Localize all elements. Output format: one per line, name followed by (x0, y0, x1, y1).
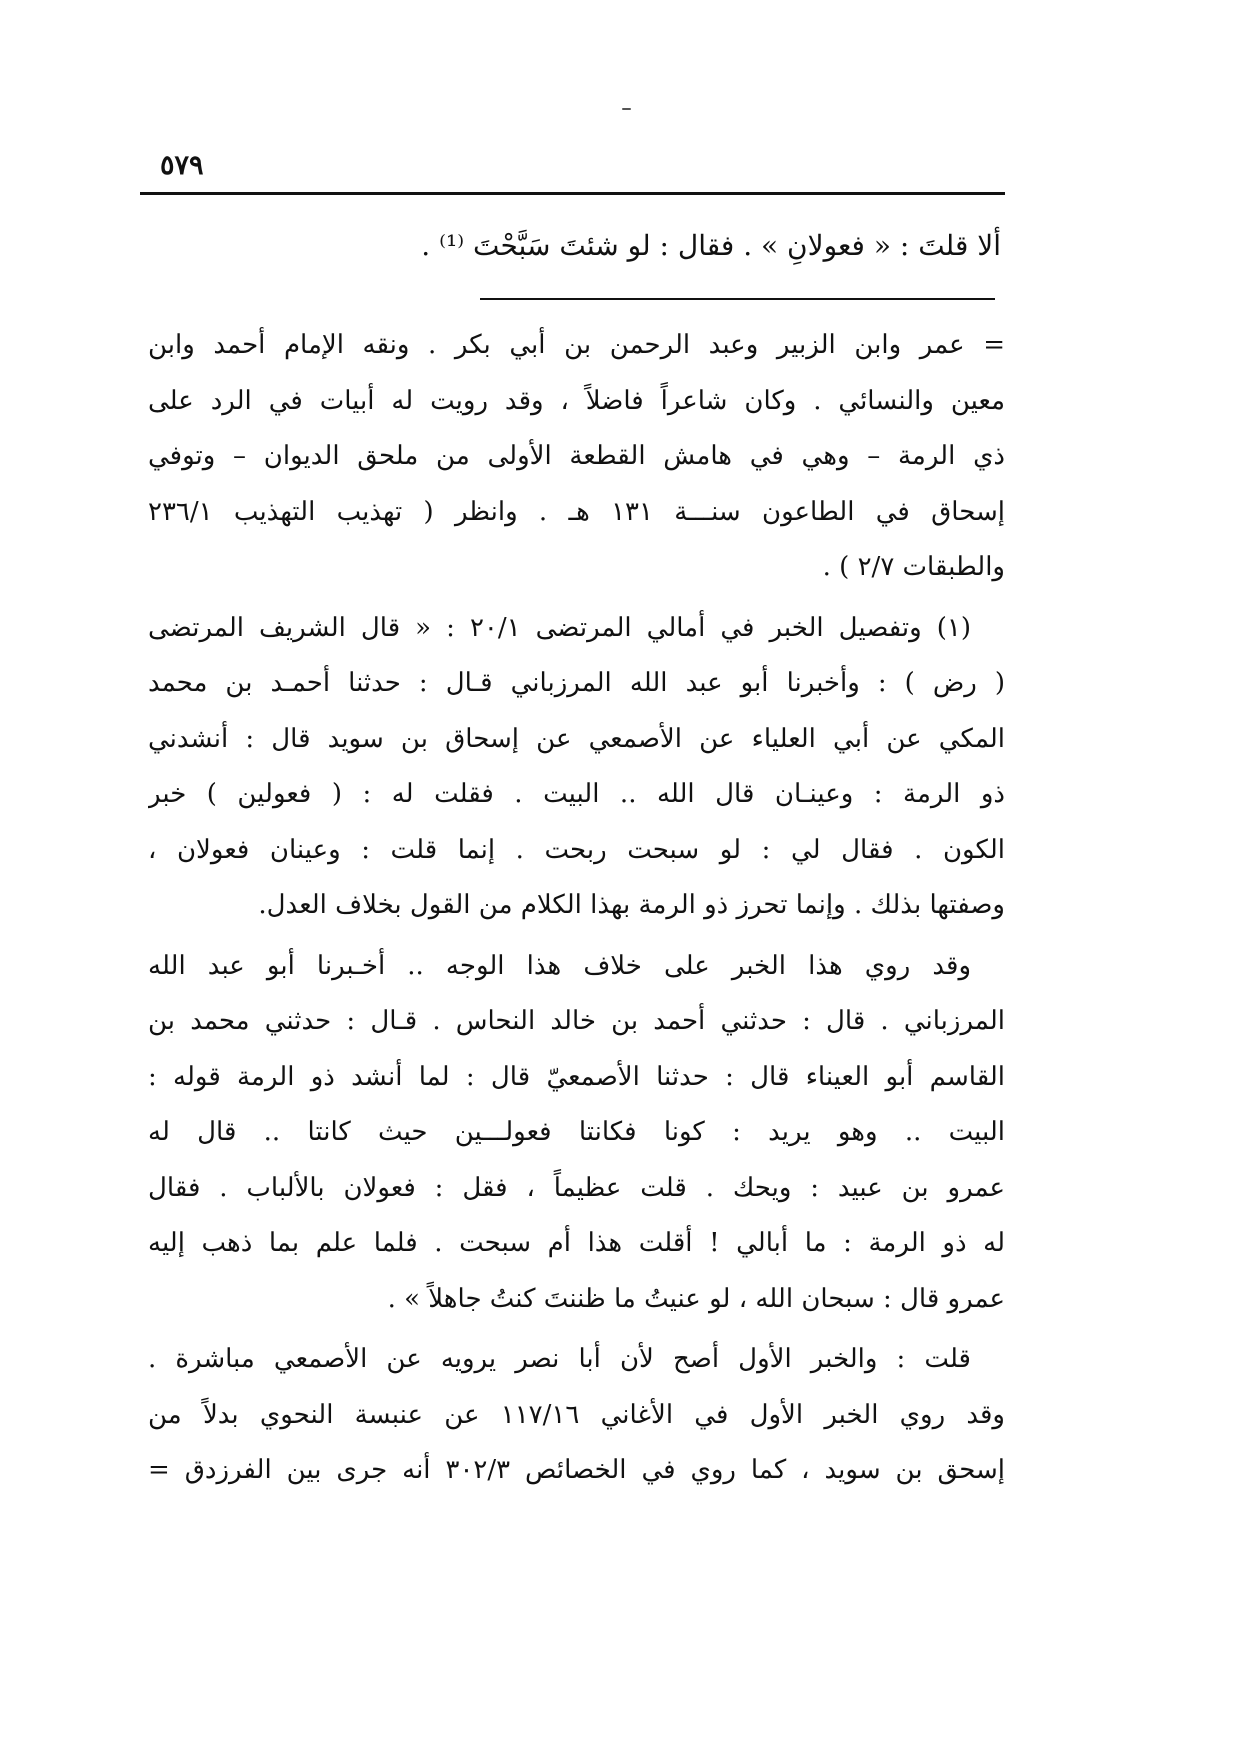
text-line: ذي الرمة – وهي في هامش القطعة الأولى من ملحق الديوان – وتوفي (148, 441, 1005, 471)
page-number: ٥٧٩ (160, 150, 204, 181)
text-line: (١) وتفصيل الخبر في أمالي المرتضى ٢٠/١ : « قال الشريف المرتضى (148, 612, 972, 643)
text-line: المكي عن أبي العلياء عن الأصمعي عن إسحاق بن سويد قال : أنشدني (148, 723, 1005, 754)
footnote-separator (480, 298, 995, 300)
text-line: القاسم أبو العيناء قال : حدثنا الأصمعيّ قال : لما أنشد ذو الرمة قوله : (148, 1061, 1005, 1092)
editor-comment (148, 1332, 1005, 1499)
text-line: إسحاق في الطاعون سنـــة ١٣١ هـ . وانظر ( تهذيب التهذيب ٢٣٦/١ (148, 496, 1005, 527)
text-line: عمرو قال : سبحان الله ، لو عنيتُ ما ظننتَ كنتُ جاهلاً » . (387, 1283, 1005, 1314)
text-line: وقد روي الخبر الأول في الأغاني ١١٧/١٦ عن عنبسة النحوي بدلاً من (148, 1399, 1005, 1430)
text-line: ( رض ) : وأخبرنا أبو عبد الله المرزباني قـال : حدثنا أحمـد بن محمد (148, 668, 1005, 698)
text-line: وصفتها بذلك . وإنما تحرز ذو الرمة بهذا الكلام من القول بخلاف العدل. (258, 890, 1005, 920)
text-line: له ذو الرمة : ما أبالي ! أقلت هذا أم سبحت . فلما علم بما ذهب إليه (148, 1228, 1005, 1258)
header-rule (140, 192, 1005, 195)
footnote-1 (148, 601, 1005, 934)
text-line: = عمر وابن الزبير وعبد الرحمن بن أبي بكر . ونقه الإمام أحمد وابن (148, 330, 1005, 360)
text-line: وقد روي هذا الخبر على خلاف هذا الوجه .. أخـبرنا أبو عبد الله (148, 950, 971, 981)
footnote-continuation (148, 318, 1005, 596)
text-line: إسحق بن سويد ، كما روي في الخصائص ٣٠٢/٣ أنه جرى بين الفرزدق = (148, 1455, 1005, 1485)
text-line: الكون . فقال لي : لو سبحت ربحت . إنما قلت : وعينان فعولان ، (148, 834, 1005, 865)
text-line: عمرو بن عبيد : ويحك . قلت عظيماً ، فقل : فعولان بالألباب . فقال (148, 1172, 1005, 1203)
text-line: البيت .. وهو يريد : كونا فكانتا فعولـــين حيث كانتا .. قال له (148, 1117, 1005, 1147)
text-line: المرزباني . قال : حدثني أحمد بن خالد النحاس . قـال : حدثني محمد بن (148, 1006, 1005, 1036)
text-line: والطبقات ٢/٧ ) . (822, 552, 1005, 582)
footnote-1-continued (148, 939, 1005, 1328)
main-text-line: ألا قلتَ : « فعولانِ » . فقال : لو شئتَ سَبَّحْتَ ⁽¹⁾ . (421, 229, 1001, 262)
text-line: معين والنسائي . وكان شاعراً فاضلاً ، وقد رويت له أبيات في الرد على (148, 385, 1005, 416)
text-line: قلت : والخبر الأول أصح لأن أبا نصر يرويه عن الأصمعي مباشرة . (148, 1344, 971, 1374)
ink-speck (622, 108, 631, 110)
text-line: ذو الرمة : وعينـان قال الله .. البيت . فقلت له : ( فعولين ) خبر (148, 779, 1005, 809)
footnotes-block (148, 318, 1005, 1504)
